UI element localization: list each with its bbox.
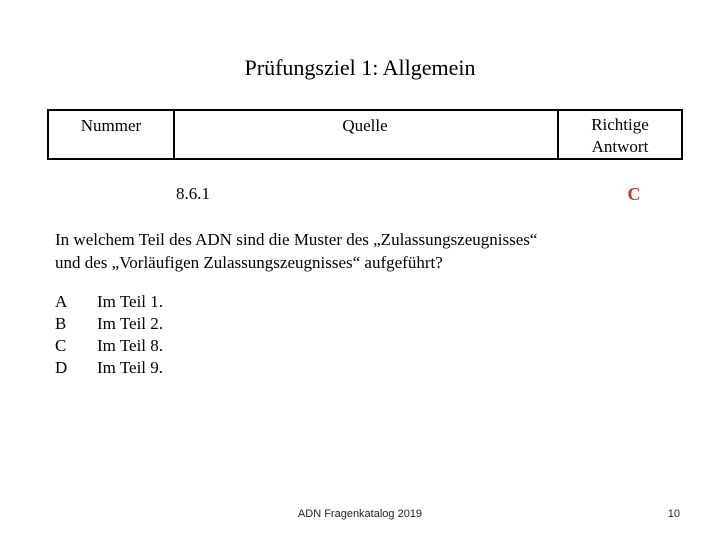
option-b [55, 313, 163, 335]
question-line: In welchem Teil des ADN sind die Muster des „Zulassungszeugnisses“ [55, 230, 538, 249]
option-letter: D [55, 358, 68, 377]
correct-answer: C [627, 184, 641, 204]
option-text: Im Teil 1. [97, 292, 164, 311]
option-letter: C [55, 336, 67, 355]
header-table [47, 109, 683, 160]
header-richtige-antwort [559, 114, 681, 158]
option-letter: A [55, 292, 68, 311]
question-text [55, 228, 615, 274]
option-text: Im Teil 9. [97, 358, 164, 377]
option-text: Im Teil 8. [97, 336, 164, 355]
option-c [55, 335, 163, 357]
header-quelle: Quelle [342, 116, 388, 135]
source-reference: 8.6.1 [176, 184, 210, 203]
header-antwort-line1: Richtige [591, 115, 649, 134]
option-a [55, 291, 163, 313]
slide-title: Prüfungsziel 1: Allgemein [244, 55, 476, 80]
header-antwort-line2: Antwort [591, 137, 649, 156]
question-line: und des „Vorläufigen Zulassungszeugnisses“ aufgeführt? [55, 253, 443, 272]
option-letter: B [55, 314, 67, 333]
page-number: 10 [667, 508, 680, 520]
header-nummer: Nummer [80, 116, 142, 135]
option-text: Im Teil 2. [97, 314, 164, 333]
option-d [55, 357, 163, 379]
footer-text: ADN Fragenkatalog 2019 [297, 508, 423, 520]
answer-options [55, 291, 163, 379]
